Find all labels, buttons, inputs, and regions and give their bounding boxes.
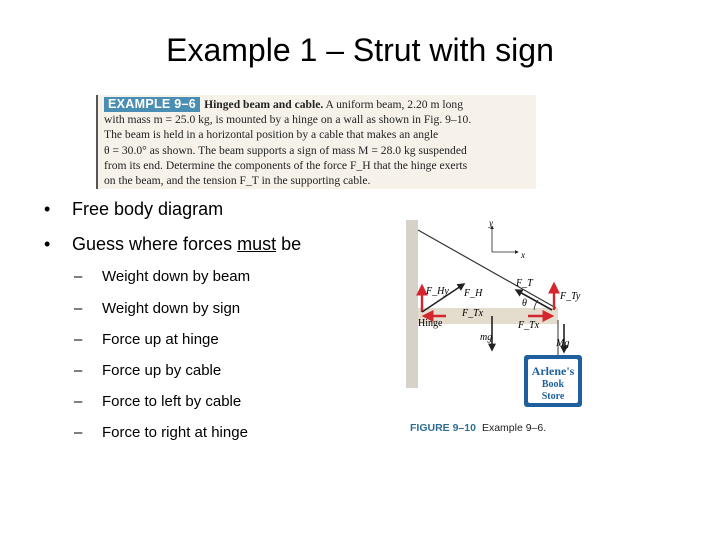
sub-bullet-item (74, 424, 248, 442)
sub-bullet-dash: – (74, 300, 83, 317)
sub-bullet-text: Force up by cable (102, 362, 222, 379)
hinge-label: Hinge (418, 318, 443, 329)
bullet-dot: • (44, 199, 51, 219)
bullet-dot: • (44, 234, 51, 254)
sub-bullet-item (74, 362, 221, 380)
textbook-excerpt (96, 95, 536, 189)
f-hy-label: F_Hy (426, 286, 449, 297)
f-tx-label-left: F_Tx (462, 308, 484, 319)
f-tx-label-right: F_Tx (518, 320, 540, 331)
excerpt-text: on the beam, and the tension F_T in the supporting cable. (104, 174, 371, 188)
sign-text: Book (541, 379, 565, 390)
theta-label: θ (522, 298, 527, 309)
sub-bullet-item (74, 268, 250, 286)
sub-bullet-dash: – (74, 331, 83, 348)
bullet-text (72, 233, 301, 255)
sub-bullet-text: Force to right at hinge (102, 424, 248, 441)
excerpt-text: A uniform beam, 2.20 m long (325, 98, 463, 111)
caption-text: Example 9–6. (481, 422, 547, 434)
figure-caption (410, 421, 546, 435)
sub-bullet-text: Weight down by sign (102, 300, 241, 317)
excerpt-text: with mass m = 25.0 kg, is mounted by a hinge on a wall as shown in Fig. 9–10. (104, 113, 472, 127)
f-h-label: F_H (464, 288, 483, 299)
axis-x-label: x (521, 250, 525, 260)
sub-bullet-dash: – (74, 268, 83, 285)
excerpt-heading: Hinged beam and cable. (204, 98, 324, 111)
sub-bullet-text: Force up at hinge (102, 331, 219, 348)
caption-label: FIGURE 9–10 (410, 422, 476, 434)
sub-bullet-text: Force to left by cable (102, 393, 242, 410)
wall (406, 220, 418, 388)
mg-label: mg (480, 332, 493, 343)
sub-bullet-item (74, 300, 240, 318)
sub-bullet-item (74, 393, 241, 411)
excerpt-text: The beam is held in a horizontal position by a cable that makes an angle (104, 128, 439, 142)
sub-bullet-text: Weight down by beam (102, 268, 251, 285)
bullet-text-underlined: must (237, 234, 277, 254)
beam-cable-figure (404, 212, 704, 442)
bullet-text: Free body diagram (72, 199, 224, 219)
f-t-label: F_T (516, 278, 533, 289)
sub-bullet-dash: – (74, 424, 83, 441)
f-ty-label: F_Ty (560, 291, 581, 302)
Mg-label: Mg (556, 338, 570, 349)
sub-bullet-dash: – (74, 393, 83, 410)
excerpt-text: from its end. Determine the components of the force F_H that the hinge exerts (104, 158, 468, 172)
axis-y-label: y (489, 218, 493, 228)
sub-bullet-item (74, 331, 219, 349)
sign-text: Store (541, 391, 565, 402)
bullet-text-part: Guess where forces (72, 234, 238, 254)
slide-title: Example 1 – Strut with sign (166, 32, 554, 68)
sub-bullet-dash: – (74, 362, 83, 379)
sign-text: Arlene's (531, 364, 575, 378)
example-tag: EXAMPLE 9–6 (104, 97, 200, 112)
bullet-text-part: be (276, 234, 302, 254)
excerpt-text: θ = 30.0° as shown. The beam supports a sign of mass M = 28.0 kg suspended (104, 143, 467, 157)
excerpt-line-1 (104, 97, 532, 112)
